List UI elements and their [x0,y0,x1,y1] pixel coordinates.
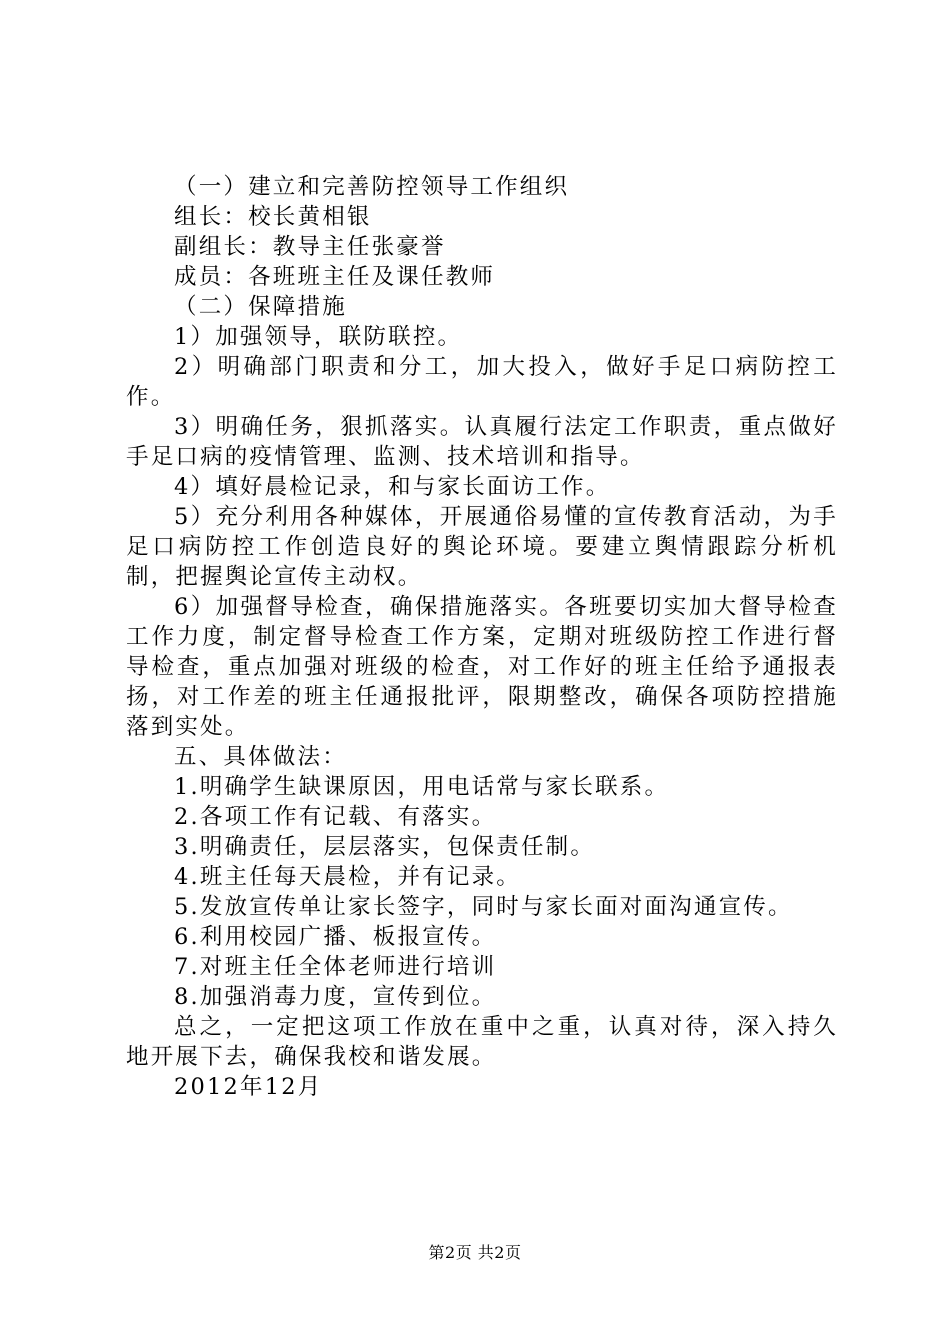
practice-item-1: 1.明确学生缺课原因，用电话常与家长联系。 [174,774,670,800]
measure-item-4: 4）填好晨检记录，和与家长面访工作。 [174,474,611,500]
deputy-leader-line: 副组长：教导主任张豪誉 [174,234,446,260]
practice-item-5: 5.发放宣传单让家长签字，同时与家长面对面沟通宣传。 [174,894,793,920]
measure-item-3: 3）明确任务，狠抓落实。认真履行法定工作职责，重点做好手足口病的疫情管理、监测、技术培训和指导。 [126,414,838,470]
practice-item-3: 3.明确责任，层层落实，包保责任制。 [174,834,596,860]
page-indicator: 第2页 共2页 [428,1243,522,1262]
practice-item-2: 2.各项工作有记载、有落实。 [174,804,497,830]
measure-item-2: 2）明确部门职责和分工，加大投入，做好手足口病防控工作。 [126,354,838,410]
measure-item-6: 6）加强督导检查，确保措施落实。各班要切实加大督导检查工作力度，制定督导检查工作方案，定期对班级防控工作进行督导检查，重点加强对班级的检查，对工作好的班主任给予通报表扬，对工作差的班主任通报批评，限期整改，确保各项防控措施落到实处。 [126,594,838,740]
section-heading-measures: （二）保障措施 [174,294,347,320]
page-footer [0,1243,950,1263]
document-date: 2012年12月 [174,1074,323,1100]
team-leader-line: 组长：校长黄相银 [174,204,372,230]
practice-item-4: 4.班主任每天晨检，并有记录。 [174,864,521,890]
section-heading-practices: 五、具体做法： [174,744,347,770]
practice-item-8: 8.加强消毒力度，宣传到位。 [174,984,497,1010]
measure-item-5: 5）充分利用各种媒体，开展通俗易懂的宣传教育活动，为手足口病防控工作创造良好的舆论环境。要建立舆情跟踪分析机制，把握舆论宣传主动权。 [126,504,838,590]
document-body [126,172,838,1102]
measure-item-1: 1）加强领导，联防联控。 [174,324,463,350]
section-heading-organization: （一）建立和完善防控领导工作组织 [174,174,570,200]
practice-item-7: 7.对班主任全体老师进行培训 [174,954,497,980]
members-line: 成员：各班班主任及课任教师 [174,264,496,290]
practice-item-6: 6.利用校园广播、板报宣传。 [174,924,497,950]
conclusion-paragraph: 总之，一定把这项工作放在重中之重，认真对待，深入持久地开展下去，确保我校和谐发展。 [126,1014,838,1070]
